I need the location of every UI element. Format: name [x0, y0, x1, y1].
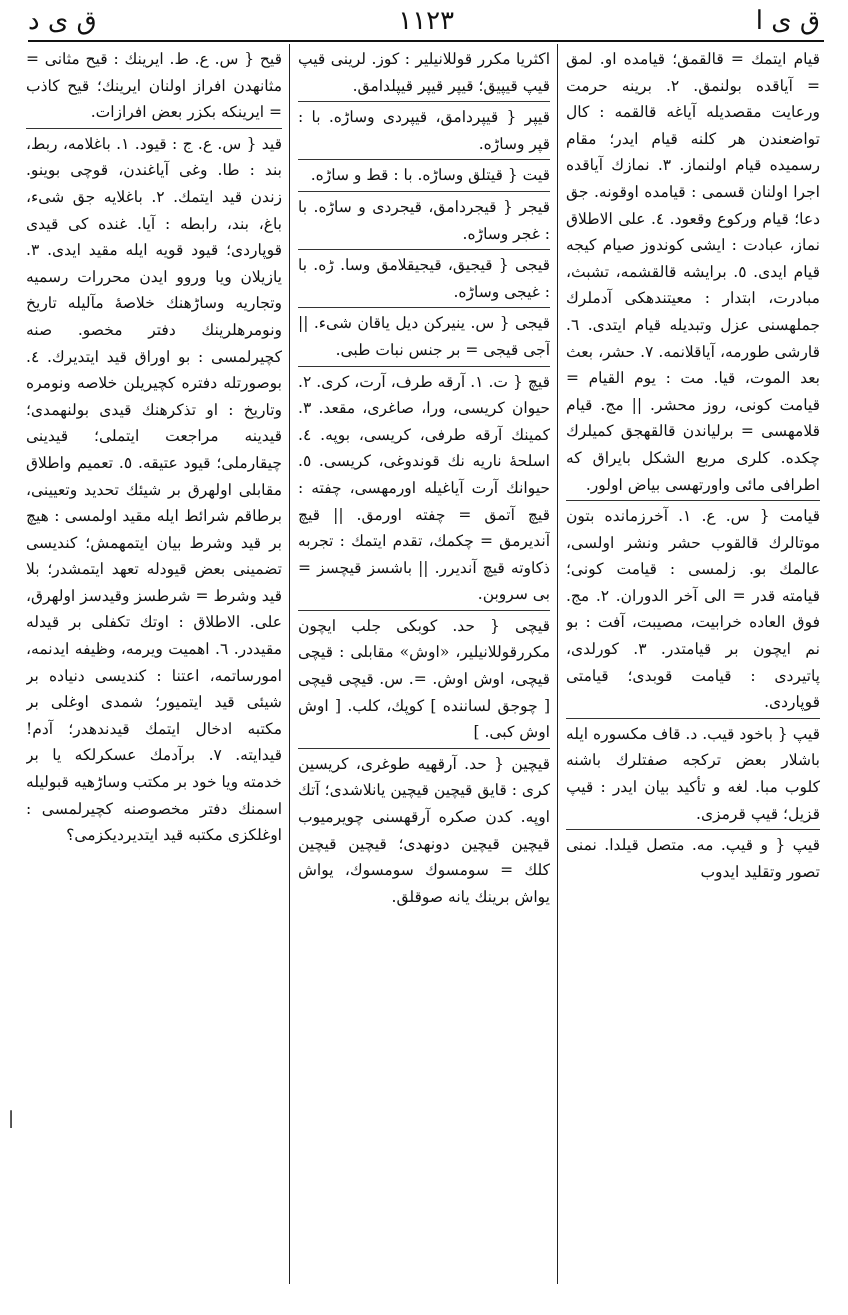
header-left-letters: ق ى د [28, 6, 97, 36]
entry-divider [298, 191, 550, 192]
entry-divider [298, 610, 550, 611]
entry-divider [298, 366, 550, 367]
column-left [26, 46, 282, 1282]
entry-qichi: قيچى { حد. كوبكى جلب ايچون مكررقوللانيلير، «اوش» مقابلى : قيچى قيچى، اوش اوش. =. س. قيچى قيچى [ چوجق لساننده ] كوپك، كلب. [ اوش اوش كبى. ] [298, 616, 550, 742]
entry-divider [298, 101, 550, 102]
margin-mark: | [8, 1108, 15, 1129]
entry-qijir: قيجر { قيجردامق، قيجردى و ساڑه. با : غجر وساڑه. [298, 197, 550, 243]
entry-qipir: قيپر { قيپردامق، قيپردى وساڑه. با : قپر وساڑه. [298, 108, 550, 153]
entry-qayd: قيد { س. ع. ج : قيود. ١. باغلامه، ربط، بند : طا. وغى آياغندن، قوچى بوينو. زندن قيد ايتمك. ٢. باغلايه جق شىء، باغ، بند، رابطه : آيا. غنده كى قيدى قوپاردى؛ قيود قويه ايله مقيد ايدى. ٣. يازيلان ويا وروو ايدن محررات رسميه وتجاريه وساڑهنك خلاصهٔ مآليله تاريخ ونومرهلرينك دفتر مخصو. صنه كچيرلمسى : بو اوراق قيد ايتديرك. ٤. بوصورتله دفتره كچيريلن خلاصه ونومره وتاريخ : او تذكرهنك قيدى بولنهمدى؛ قيدينه مراجعت ايتملى؛ قيدينى چيقارملى؛ قيود عتيقه. ٥. تعميم واطلاق مقابلى اولهرق بر شيئك تحديد وتعيينى، برطاقم شرائط ايله مقيد اولمسى : هيچ بر قيد وشرط بيان ايتمهمش؛ كنديسى تضمينى بعض قيودله تعهد ايتمشدر؛ بلا قيد وشرط = شرطسز وقيدسز اولهرق، على. الاطلاق : اوتك تكفلى بر قيدله مقيددر. ٦. اهميت ويرمه، وظيفه ايدنمه، امورساتمه، اعتنا : كنديسى دنياده بر شيئى قيد ايتميور؛ شمدى اوغلى بر مكتبه ادخال ايتمك قيدندهدر؛ آدم! قيدايته. ٧. برآدمك عسكرلكه يا بر خدمته ويا خود بر مكتب وساڑهيه قبوليله اسمنك دفتر مخصوصنه كچيرلمسى : اوغلكزى مكتبه قيد ايتديرديكزمى؟ [26, 134, 282, 845]
header-rule [28, 40, 824, 42]
entry-qich: قيچ { ت. ١. آرقه طرف، آرت، كرى. ٢. حيوان كريسى، ورا، صاغرى، مقعد. ٣. كمينك آرقه طرفى، كريسى، بوپه. ٤. اسلحهٔ ناريه نك قوندوغى، كريسى. ٥. حيوانك آرت آياغيله اورمهسى، چفته : قيچ آتمق = چفته اورمق. || قيچ آنديرمق = چكمك، تقدم ايتمك : تجربه ذكاوته قيچ آنديرر. || باشسز قيچسز = بى سروبن. [298, 372, 550, 604]
entry-divider [298, 249, 550, 250]
entry-qiji-1: قيجى { قيجيق، قيجيقلامق وسا. ڑه. با : غيجى وساڑه. [298, 256, 550, 301]
entry-qit: قيت { قيتلق وساڑه. با : قط و ساڑه. [310, 166, 550, 185]
entry-qichin: قيچين { حد. آرقهيه طوغرى، كريسين كرى : قايق قيچين قيچين يانلاشدى؛ آتك اوپه. كدن صكره آرقهسنى چويرميوب قيچين قيچين دونهدى؛ قيچين قيچين كلك = سومسوك سومسوك، يواش يواش برينك يانه صوقلق. [298, 754, 550, 906]
page-number: ١١٢٣ [398, 6, 455, 36]
entry-qip-continued: اكثريا مكرر قوللانيلير : كوز. لرينى قيپ قيپ قيپيق؛ قيپر قيپر قيپلدامق. [298, 50, 550, 95]
page-header [28, 4, 820, 38]
entry-divider [298, 307, 550, 308]
entry-divider [298, 159, 550, 160]
entry-divider [298, 748, 550, 749]
column-middle [298, 46, 550, 1282]
column-divider-left [289, 44, 290, 1284]
column-right [566, 46, 820, 1282]
header-right-letters: ق ى ا [755, 6, 820, 36]
entry-qiyam-continued: قيام ايتمك = قالقمق؛ قيامده او. لمق = آياقده بولنمق. ٢. برينه حرمت ورعايت مقصديله آياغه قالقمه : كال تواضعندن هر كلنه قيام ايدر؛ مقام رسميده قيام اولنماز. ٣. نمازك آياقده اجرا اولنان قسمى : قيامده اوقونه. جق دعا؛ قيام وركوع وقعود. ٤. على الاطلاق نماز، عبادت : ايشى كوندوز صيام كيجه قيام ايدى. ٥. برايشه قالقشمه، تشبث، مبادرت، ابتدار : معيتندهكى آدملرك جملهسنى عزل وتبديله قيام ايتدى. ٦. قارشى طورمه، آياقلانمه. ٧. حشر، بعث بعد الموت، قيا. مت : يوم القيام = قيامت كونى، روز محشر. || مج. قيام قلامهسى = برلياندن قالقهجق كميلرك چكده. كلرى مربع الشكل بايراق كه اطرافى مائى واورتهسى بياض اولور. [566, 50, 820, 494]
entry-divider [566, 718, 820, 719]
entry-qip-1: قيپ { باخود قيب. د. قاف مكسوره ايله باشلار بعض تركجه صفتلرك باشنه كلوب مبا. لغه و تأكيد بيان ايدر : قيپ قزيل؛ قيپ قرمزى. [566, 724, 820, 823]
entry-qiji-2: قيجى { س. ينيركن ديل ياقان شىء. || آجى قيجى = بر جنس نبات طبى. [298, 314, 550, 359]
entry-qiyamet: قيامت { س. ع. ١. آخرزمانده بتون موتالرك قالقوب حشر ونشر اولسى، عالمك بو. زلمسى : قيامت كونى؛ قيامته قدر = الى آخر الدوران. ٢. مج. فوق العاده خرابيت، مصيبت، آفت : بو نم ايچون بر قيامتدر. ٣. كورلدى، پاتيردى : قيامت قوبدى؛ قيامتى قوپاردى. [566, 507, 820, 712]
entry-divider [566, 500, 820, 501]
entry-qih: قيح { س. ع. ط. ايرينك : قيح مثانى = مثانهدن افراز اولنان ايرينك؛ قيح كاذب = ايرينكه بكزر بعض افرازات. [26, 50, 282, 122]
entry-divider [26, 128, 282, 129]
entry-divider [566, 829, 820, 830]
entry-qip-2: قيپ { و قيپ. مه. متصل قيلدا. نمنى تصور وتقليد ايدوب [566, 836, 820, 881]
column-divider-right [557, 44, 558, 1284]
